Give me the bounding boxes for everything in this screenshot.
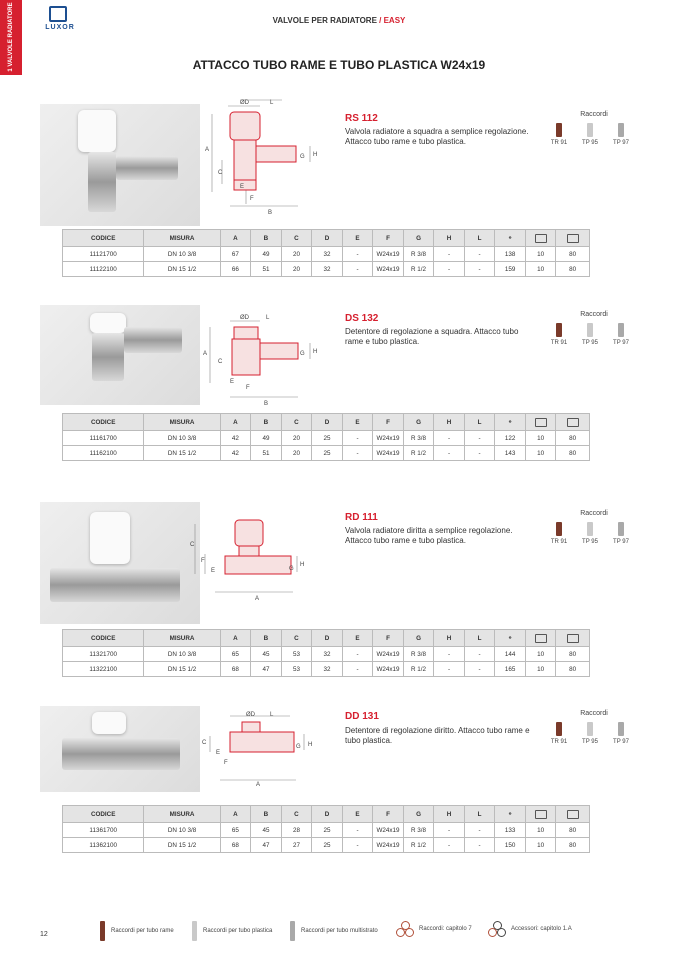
- multilayer-fitting-icon: [618, 522, 624, 536]
- dim-label-l: L: [270, 100, 274, 106]
- dim-label-f: F: [224, 760, 228, 766]
- valve-cap: [92, 712, 126, 734]
- weight-icon: ⚬: [495, 806, 526, 823]
- raccordi-title: Raccordi: [580, 710, 608, 717]
- spec-table-rs112: [62, 229, 590, 277]
- plastic-fitting-icon: [587, 123, 593, 137]
- dim-label-e: E: [211, 568, 216, 574]
- carton-icon: [556, 806, 590, 823]
- dim-label-a: A: [205, 147, 210, 153]
- dim-label-e: E: [216, 750, 221, 756]
- dim-label-h: H: [300, 562, 305, 568]
- valve-body: [50, 568, 180, 602]
- raccordo-tp97: TP 97: [607, 123, 635, 146]
- valve-body: [88, 152, 116, 212]
- table-row: 11161700 DN 10 3/8 42 49 20 25 - W24x19 R 3/8 - - 122 10 80: [63, 431, 590, 446]
- raccordi-block: [545, 510, 635, 545]
- dim-label-g: G: [300, 351, 305, 357]
- box-icon: [525, 806, 556, 823]
- product-code: DD 131: [345, 711, 379, 722]
- chapter-tab-label: 1 VALVOLE RADIATORE: [8, 2, 14, 72]
- box-icon: [525, 414, 556, 431]
- raccordo-tp95: TP 95: [576, 722, 604, 745]
- carton-icon: [556, 230, 590, 247]
- product-photo-dd131: [40, 706, 200, 792]
- raccordo-tp95: TP 95: [576, 123, 604, 146]
- table-header-row: CODICE MISURA A B C D E F G H L ⚬: [63, 806, 590, 823]
- spec-table-rd111: [62, 629, 590, 677]
- multilayer-fitting-icon: [618, 123, 624, 137]
- raccordi-block: [545, 710, 635, 745]
- table-header-row: CODICE MISURA A B C D E F G H L ⚬: [63, 630, 590, 647]
- weight-icon: ⚬: [495, 230, 526, 247]
- dim-label-a: A: [256, 782, 261, 786]
- logo-text: LUXOR: [45, 24, 75, 31]
- table-header-row: CODICE MISURA A B C D E F G H L ⚬: [63, 414, 590, 431]
- copper-fitting-icon: [556, 522, 562, 536]
- page-title: ATTACCO TUBO RAME E TUBO PLASTICA W24x19: [192, 58, 486, 72]
- legend-item-multilayer: Raccordi per tubo multistrato: [290, 921, 378, 941]
- multilayer-fitting-icon: [618, 323, 624, 337]
- weight-icon: ⚬: [495, 630, 526, 647]
- legend-item-accessori-chapter: Accessori: capitolo 1.A: [488, 921, 572, 937]
- table-row: 11122100 DN 15 1/2 66 51 20 32 - W24x19 R 1/2 - - 159 10 80: [63, 262, 590, 277]
- fittings-rings-icon: [396, 921, 414, 937]
- dim-label-f: F: [201, 558, 205, 564]
- raccordi-block: [545, 311, 635, 346]
- header-line: EASY: [383, 16, 406, 25]
- valve-outlet: [116, 156, 178, 180]
- valve-body: [92, 333, 124, 381]
- dim-label-c: C: [202, 740, 207, 746]
- multilayer-fitting-icon: [618, 722, 624, 736]
- header-separator: /: [376, 16, 384, 25]
- plastic-fitting-icon: [587, 522, 593, 536]
- raccordo-tp95: TP 95: [576, 522, 604, 545]
- table-header-row: CODICE MISURA A B C D E F G H L ⚬: [63, 230, 590, 247]
- technical-drawing-ds132: [200, 313, 330, 409]
- spec-table-dd131: [62, 805, 590, 853]
- raccordo-tp97: TP 97: [607, 323, 635, 346]
- plastic-fitting-icon: [587, 323, 593, 337]
- dim-label-od: ØD: [246, 712, 255, 718]
- table-row: 11162100 DN 15 1/2 42 51 20 25 - W24x19 R 1/2 - - 143 10 80: [63, 446, 590, 461]
- dim-label-l: L: [270, 712, 274, 718]
- dim-label-g: G: [296, 744, 301, 750]
- valve-cap: [90, 512, 130, 564]
- raccordi-title: Raccordi: [580, 510, 608, 517]
- raccordo-tp97: TP 97: [607, 522, 635, 545]
- table-row: 11322100 DN 15 1/2 68 47 53 32 - W24x19 R 1/2 - - 165 10 80: [63, 662, 590, 677]
- dim-label-b: B: [264, 401, 269, 407]
- weight-icon: ⚬: [495, 414, 526, 431]
- raccordo-tr91: TR 91: [545, 722, 573, 745]
- dim-label-h: H: [313, 152, 318, 158]
- copper-fitting-icon: [556, 722, 562, 736]
- table-row: 11362100 DN 15 1/2 68 47 27 25 - W24x19 R 1/2 - - 150 10 80: [63, 838, 590, 853]
- valve-cap: [78, 110, 116, 152]
- plastic-fitting-icon: [587, 722, 593, 736]
- raccordi-block: [545, 111, 635, 146]
- dim-label-e: E: [230, 379, 235, 385]
- raccordo-tp97: TP 97: [607, 722, 635, 745]
- product-code: RD 111: [345, 512, 378, 523]
- legend-item-raccordi-chapter: Raccordi: capitolo 7: [396, 921, 472, 937]
- carton-icon: [556, 414, 590, 431]
- section-header: [0, 16, 678, 25]
- table-row: 11321700 DN 10 3/8 65 45 53 32 - W24x19 R 3/8 - - 144 10 80: [63, 647, 590, 662]
- product-description: Detentore di regolazione a squadra. Attacco tubo rame e tubo plastica.: [345, 327, 519, 346]
- spec-table-ds132: [62, 413, 590, 461]
- raccordo-tr91: TR 91: [545, 323, 573, 346]
- accessories-icon: [488, 921, 506, 937]
- box-icon: [525, 630, 556, 647]
- copper-fitting-icon: [100, 921, 105, 941]
- dim-label-b: B: [268, 210, 273, 216]
- legend-item-plastic: Raccordi per tubo plastica: [192, 921, 272, 941]
- table-row: 11121700 DN 10 3/8 67 49 20 32 - W24x19 R 3/8 - - 138 10 80: [63, 247, 590, 262]
- product-description: Valvola radiatore a squadra a semplice regolazione. Attacco tubo rame e tubo plastica.: [345, 127, 529, 146]
- raccordo-tp95: TP 95: [576, 323, 604, 346]
- page-number: 12: [40, 931, 48, 938]
- dim-label-f: F: [246, 385, 250, 391]
- dim-label-c: C: [190, 542, 195, 548]
- dim-label-od: ØD: [240, 315, 249, 321]
- dim-label-od: ØD: [240, 100, 249, 106]
- dim-label-a: A: [203, 351, 208, 357]
- raccordo-tr91: TR 91: [545, 123, 573, 146]
- dim-label-c: C: [218, 359, 223, 365]
- plastic-fitting-icon: [192, 921, 197, 941]
- raccordo-tr91: TR 91: [545, 522, 573, 545]
- copper-fitting-icon: [556, 323, 562, 337]
- valve-body: [62, 738, 180, 770]
- dim-label-a: A: [255, 596, 260, 602]
- product-description: Detentore di regolazione diritto. Attacco tubo rame e tubo plastica.: [345, 726, 530, 745]
- carton-icon: [556, 630, 590, 647]
- product-photo-ds132: [40, 305, 200, 405]
- product-description: Valvola radiatore diritta a semplice regolazione. Attacco tubo rame e tubo plastica.: [345, 526, 513, 545]
- technical-drawing-dd131: [200, 710, 320, 786]
- product-photo-rd111: [40, 502, 200, 624]
- dim-label-e: E: [240, 184, 245, 190]
- header-category: VALVOLE PER RADIATORE: [272, 16, 377, 25]
- table-row: 11361700 DN 10 3/8 65 45 28 25 - W24x19 R 3/8 - - 133 10 80: [63, 823, 590, 838]
- box-icon: [525, 230, 556, 247]
- dim-label-f: F: [250, 196, 254, 202]
- technical-drawing-rd111: [185, 514, 315, 604]
- valve-cap: [90, 313, 126, 333]
- valve-outlet: [124, 327, 182, 353]
- raccordi-title: Raccordi: [580, 111, 608, 118]
- dim-label-c: C: [218, 170, 223, 176]
- dim-label-h: H: [308, 742, 313, 748]
- copper-fitting-icon: [556, 123, 562, 137]
- multilayer-fitting-icon: [290, 921, 295, 941]
- raccordi-title: Raccordi: [580, 311, 608, 318]
- dim-label-g: G: [289, 566, 294, 572]
- dim-label-h: H: [313, 349, 318, 355]
- dim-label-l: L: [266, 315, 270, 321]
- product-code: DS 132: [345, 313, 379, 324]
- dim-label-g: G: [300, 154, 305, 160]
- technical-drawing-rs112: [200, 96, 330, 218]
- legend-item-copper: Raccordi per tubo rame: [100, 921, 174, 941]
- product-photo-rs112: [40, 104, 200, 226]
- product-code: RS 112: [345, 113, 378, 124]
